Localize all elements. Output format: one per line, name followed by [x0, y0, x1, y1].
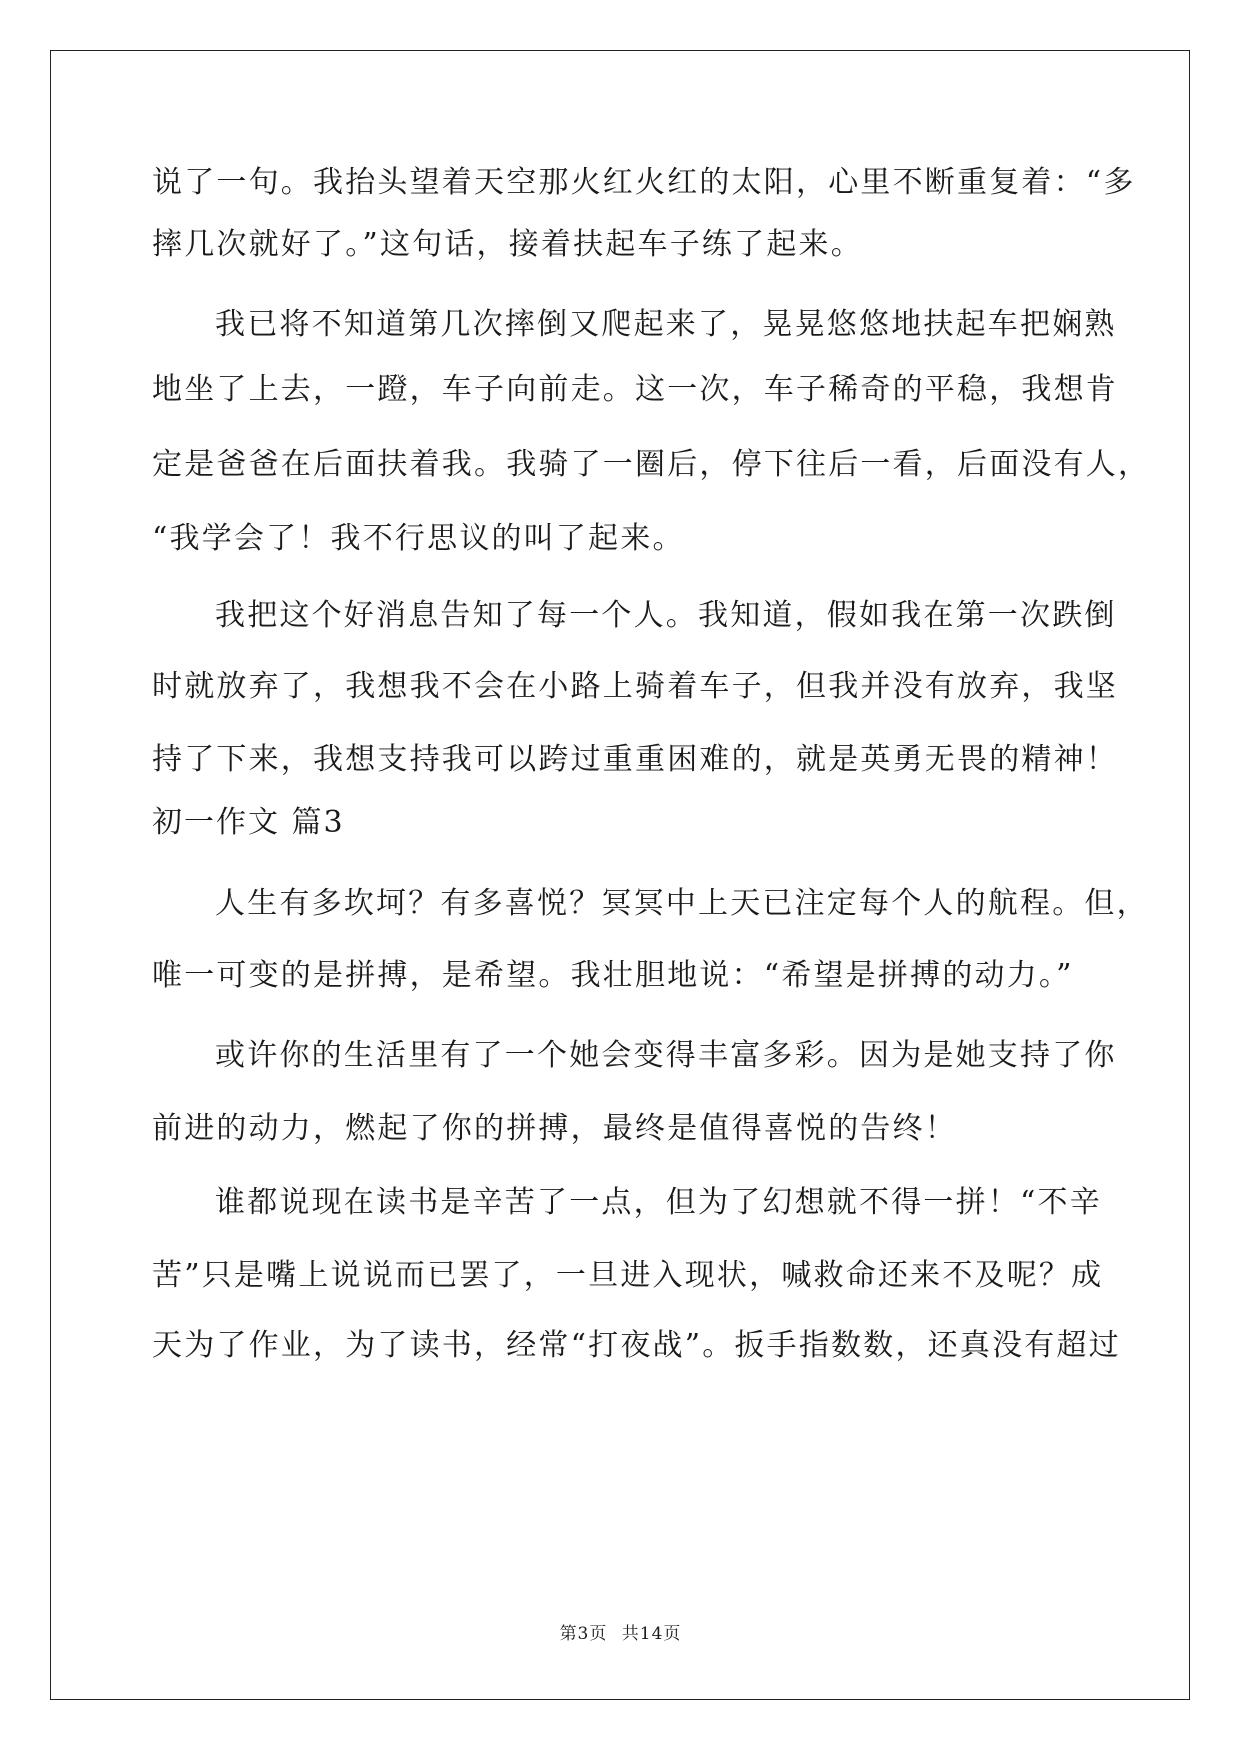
text-line: 人生有多坎坷？有多喜悦？冥冥中上天已注定每个人的航程。但，: [215, 886, 1149, 921]
text-line: 说了一句。我抬头望着天空那火红火红的太阳，心里不断重复着：“多: [152, 165, 1136, 200]
text-line: 天为了作业，为了读书，经常“打夜战”。扳手指数数，还真没有超过: [152, 1328, 1121, 1363]
text-line: 定是爸爸在后面扶着我。我骑了一圈后，停下往后一看，后面没有人，: [152, 447, 1151, 482]
text-line: 摔几次就好了。”这句话，接着扶起车子练了起来。: [152, 227, 863, 262]
page-footer: [0, 1622, 1241, 1646]
text-line: 前进的动力，燃起了你的拼搏，最终是值得喜悦的告终！: [152, 1111, 957, 1146]
text-line: 时就放弃了，我想我不会在小路上骑着车子，但我并没有放弃，我坚: [152, 669, 1118, 704]
text-line: 我已将不知道第几次摔倒又爬起来了，晃晃悠悠地扶起车把娴熟: [215, 307, 1117, 342]
text-line: 持了下来，我想支持我可以跨过重重困难的，就是英勇无畏的精神！: [152, 742, 1118, 777]
text-line: “我学会了！我不行思议的叫了起来。: [152, 521, 685, 556]
text-line: 我把这个好消息告知了每一个人。我知道，假如我在第一次跌倒: [215, 598, 1117, 633]
text-line: 地坐了上去，一蹬，车子向前走。这一次，车子稀奇的平稳，我想肯: [152, 372, 1118, 407]
page-border: [50, 50, 1190, 1700]
text-line: 唯一可变的是拼搏，是希望。我壮胆地说：“希望是拼搏的动力。”: [152, 958, 1074, 993]
page-number: 第3页: [559, 1624, 608, 1644]
section-heading: 初一作文 篇3: [152, 805, 345, 840]
page-total: 共14页: [621, 1624, 682, 1644]
text-line: 苦”只是嘴上说说而已罢了，一旦进入现状，喊救命还来不及呢？成: [152, 1258, 1104, 1293]
text-line: 谁都说现在读书是辛苦了一点，但为了幻想就不得一拼！“不辛: [215, 1185, 1102, 1220]
text-line: 或许你的生活里有了一个她会变得丰富多彩。因为是她支持了你: [215, 1038, 1117, 1073]
